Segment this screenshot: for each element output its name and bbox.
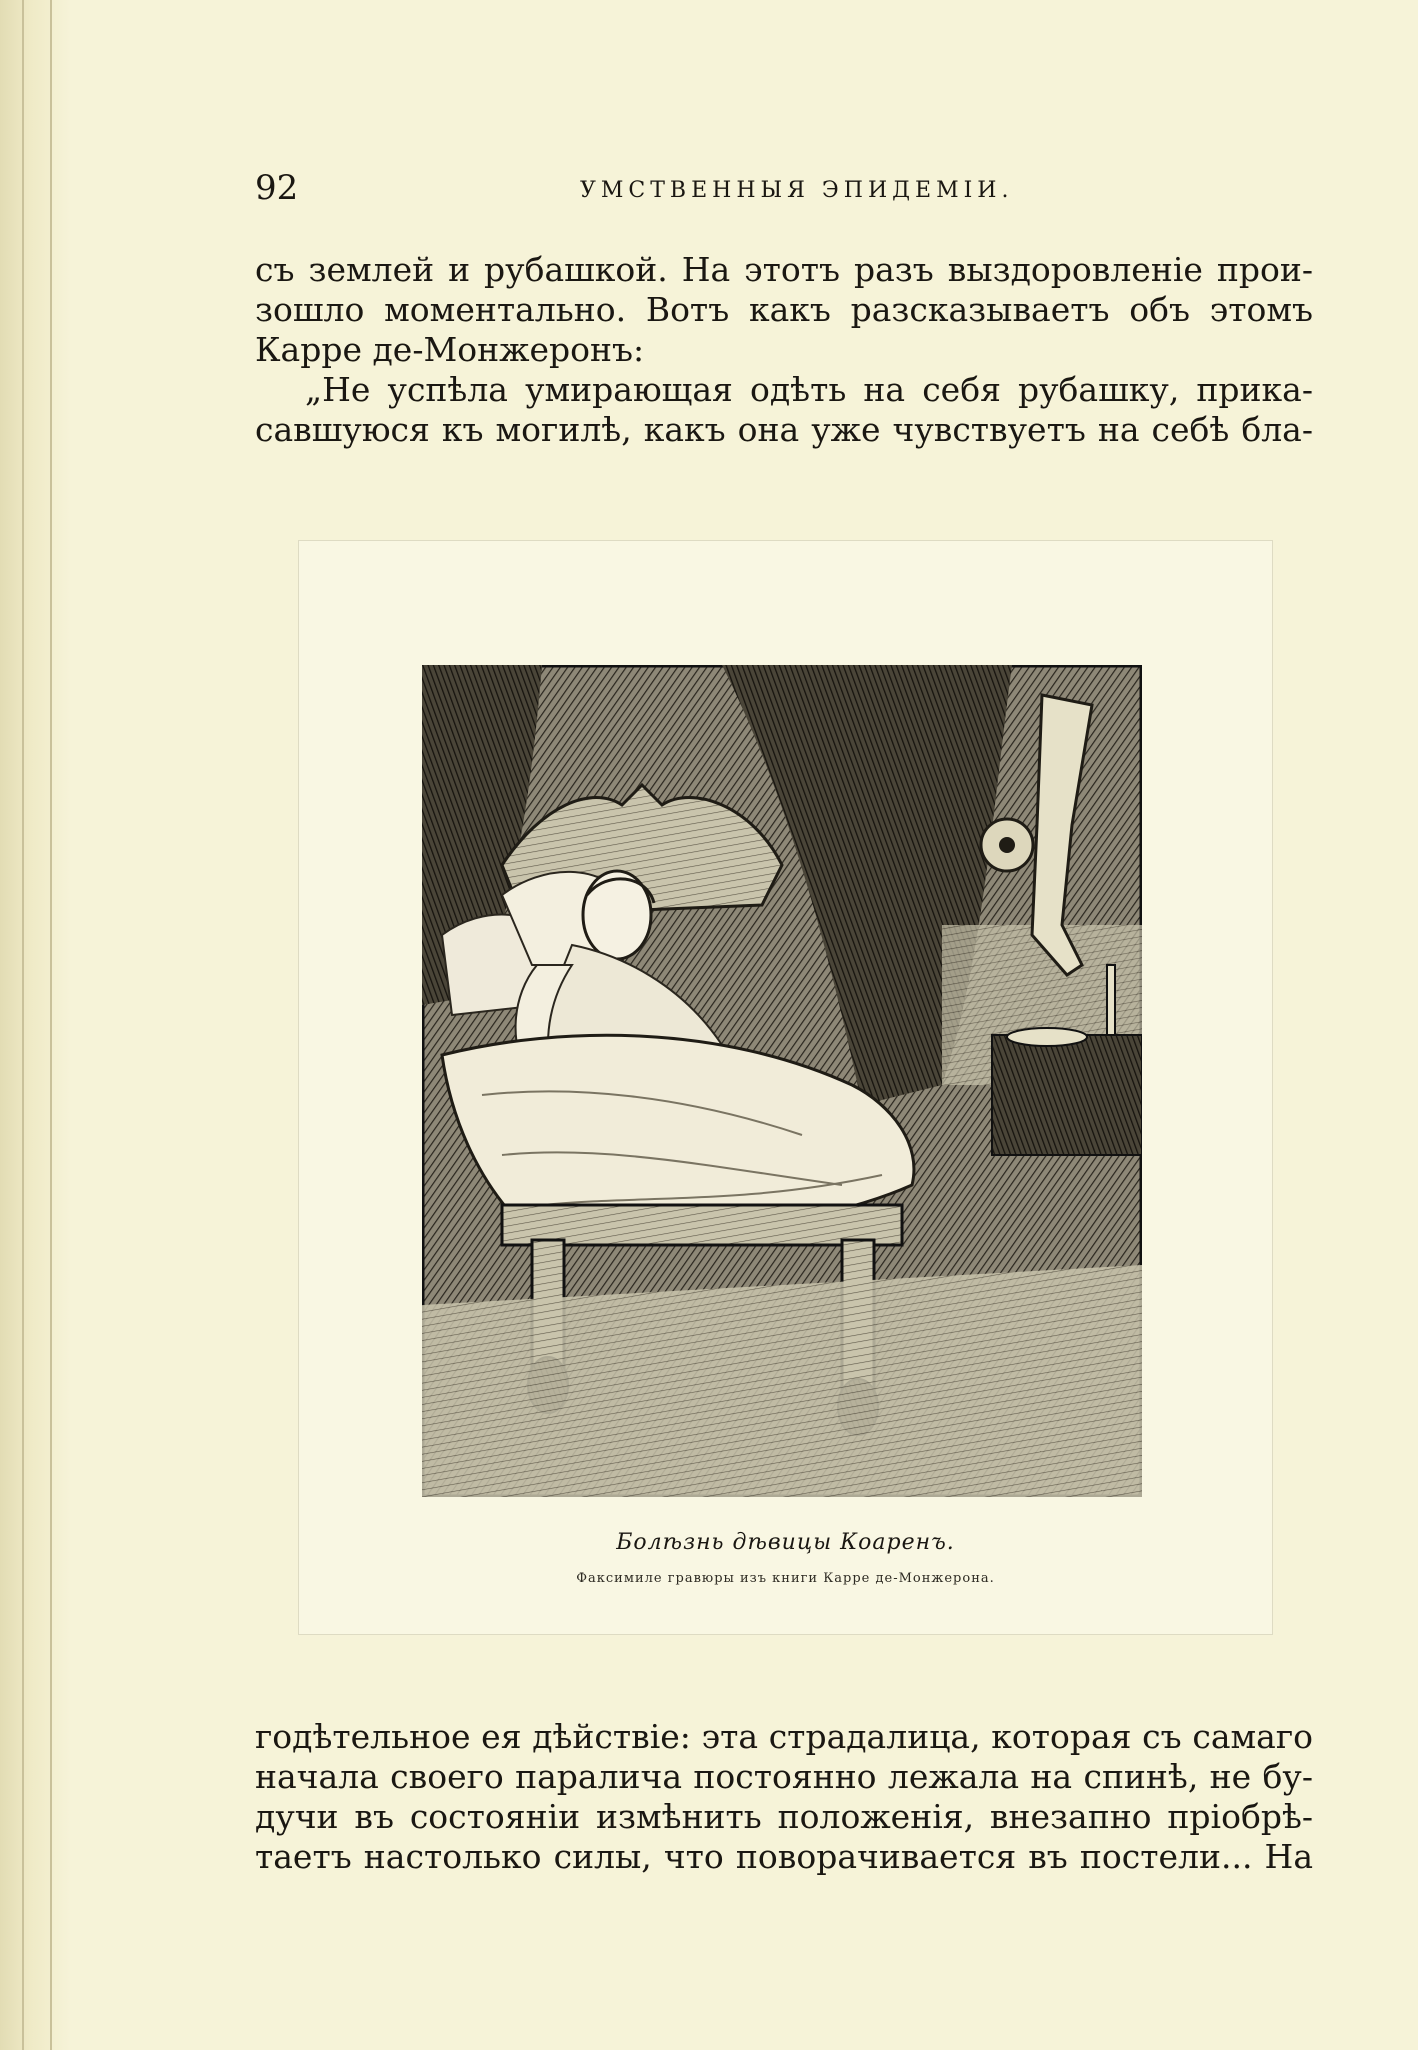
side-table	[992, 1035, 1142, 1155]
running-title: УМСТВЕННЫЯ ЭПИДЕМIИ.	[580, 178, 1014, 203]
bowl	[1007, 1028, 1087, 1046]
engraving-illustration	[422, 665, 1142, 1497]
page-edge-line	[22, 0, 24, 2050]
floor	[422, 1265, 1142, 1497]
candle	[1107, 965, 1115, 1035]
figure-caption-title: Болѣзнь дѣвицы Коаренъ.	[616, 1530, 955, 1555]
text-line: съ землей и рубашкой. На этотъ разъ выздоровленiе прои-	[255, 250, 1313, 289]
page-header	[255, 168, 1305, 218]
page-gutter	[0, 0, 70, 2050]
wall-medallion-center	[999, 837, 1015, 853]
text-line: годѣтельное ея дѣйствiе: эта страдалица, которая съ самаго	[255, 1717, 1313, 1756]
text-line: савшуюся къ могилѣ, какъ она уже чувствуетъ на себѣ бла-	[255, 410, 1313, 449]
page-edge-line	[50, 0, 52, 2050]
page-number: 92	[255, 168, 299, 208]
text-line: зошло моментально. Вотъ какъ разсказываетъ объ этомъ	[255, 290, 1313, 329]
text-line: дучи въ состоянiи измѣнить положенiя, внезапно прiобрѣ-	[255, 1797, 1313, 1836]
figure-caption-subtitle: Факсимиле гравюры изъ книги Карре де-Монжерона.	[576, 1571, 995, 1586]
text-line: начала своего паралича постоянно лежала на спинѣ, не бу-	[255, 1757, 1313, 1796]
paragraph-top	[255, 250, 1313, 450]
text-line: Карре де-Монжеронъ:	[255, 330, 645, 369]
paragraph-bottom	[255, 1717, 1313, 1877]
text-line: таетъ настолько силы, что поворачивается въ постели... На	[255, 1837, 1313, 1876]
text-line: „Не успѣла умирающая одѣть на себя рубашку, прика-	[305, 370, 1313, 409]
